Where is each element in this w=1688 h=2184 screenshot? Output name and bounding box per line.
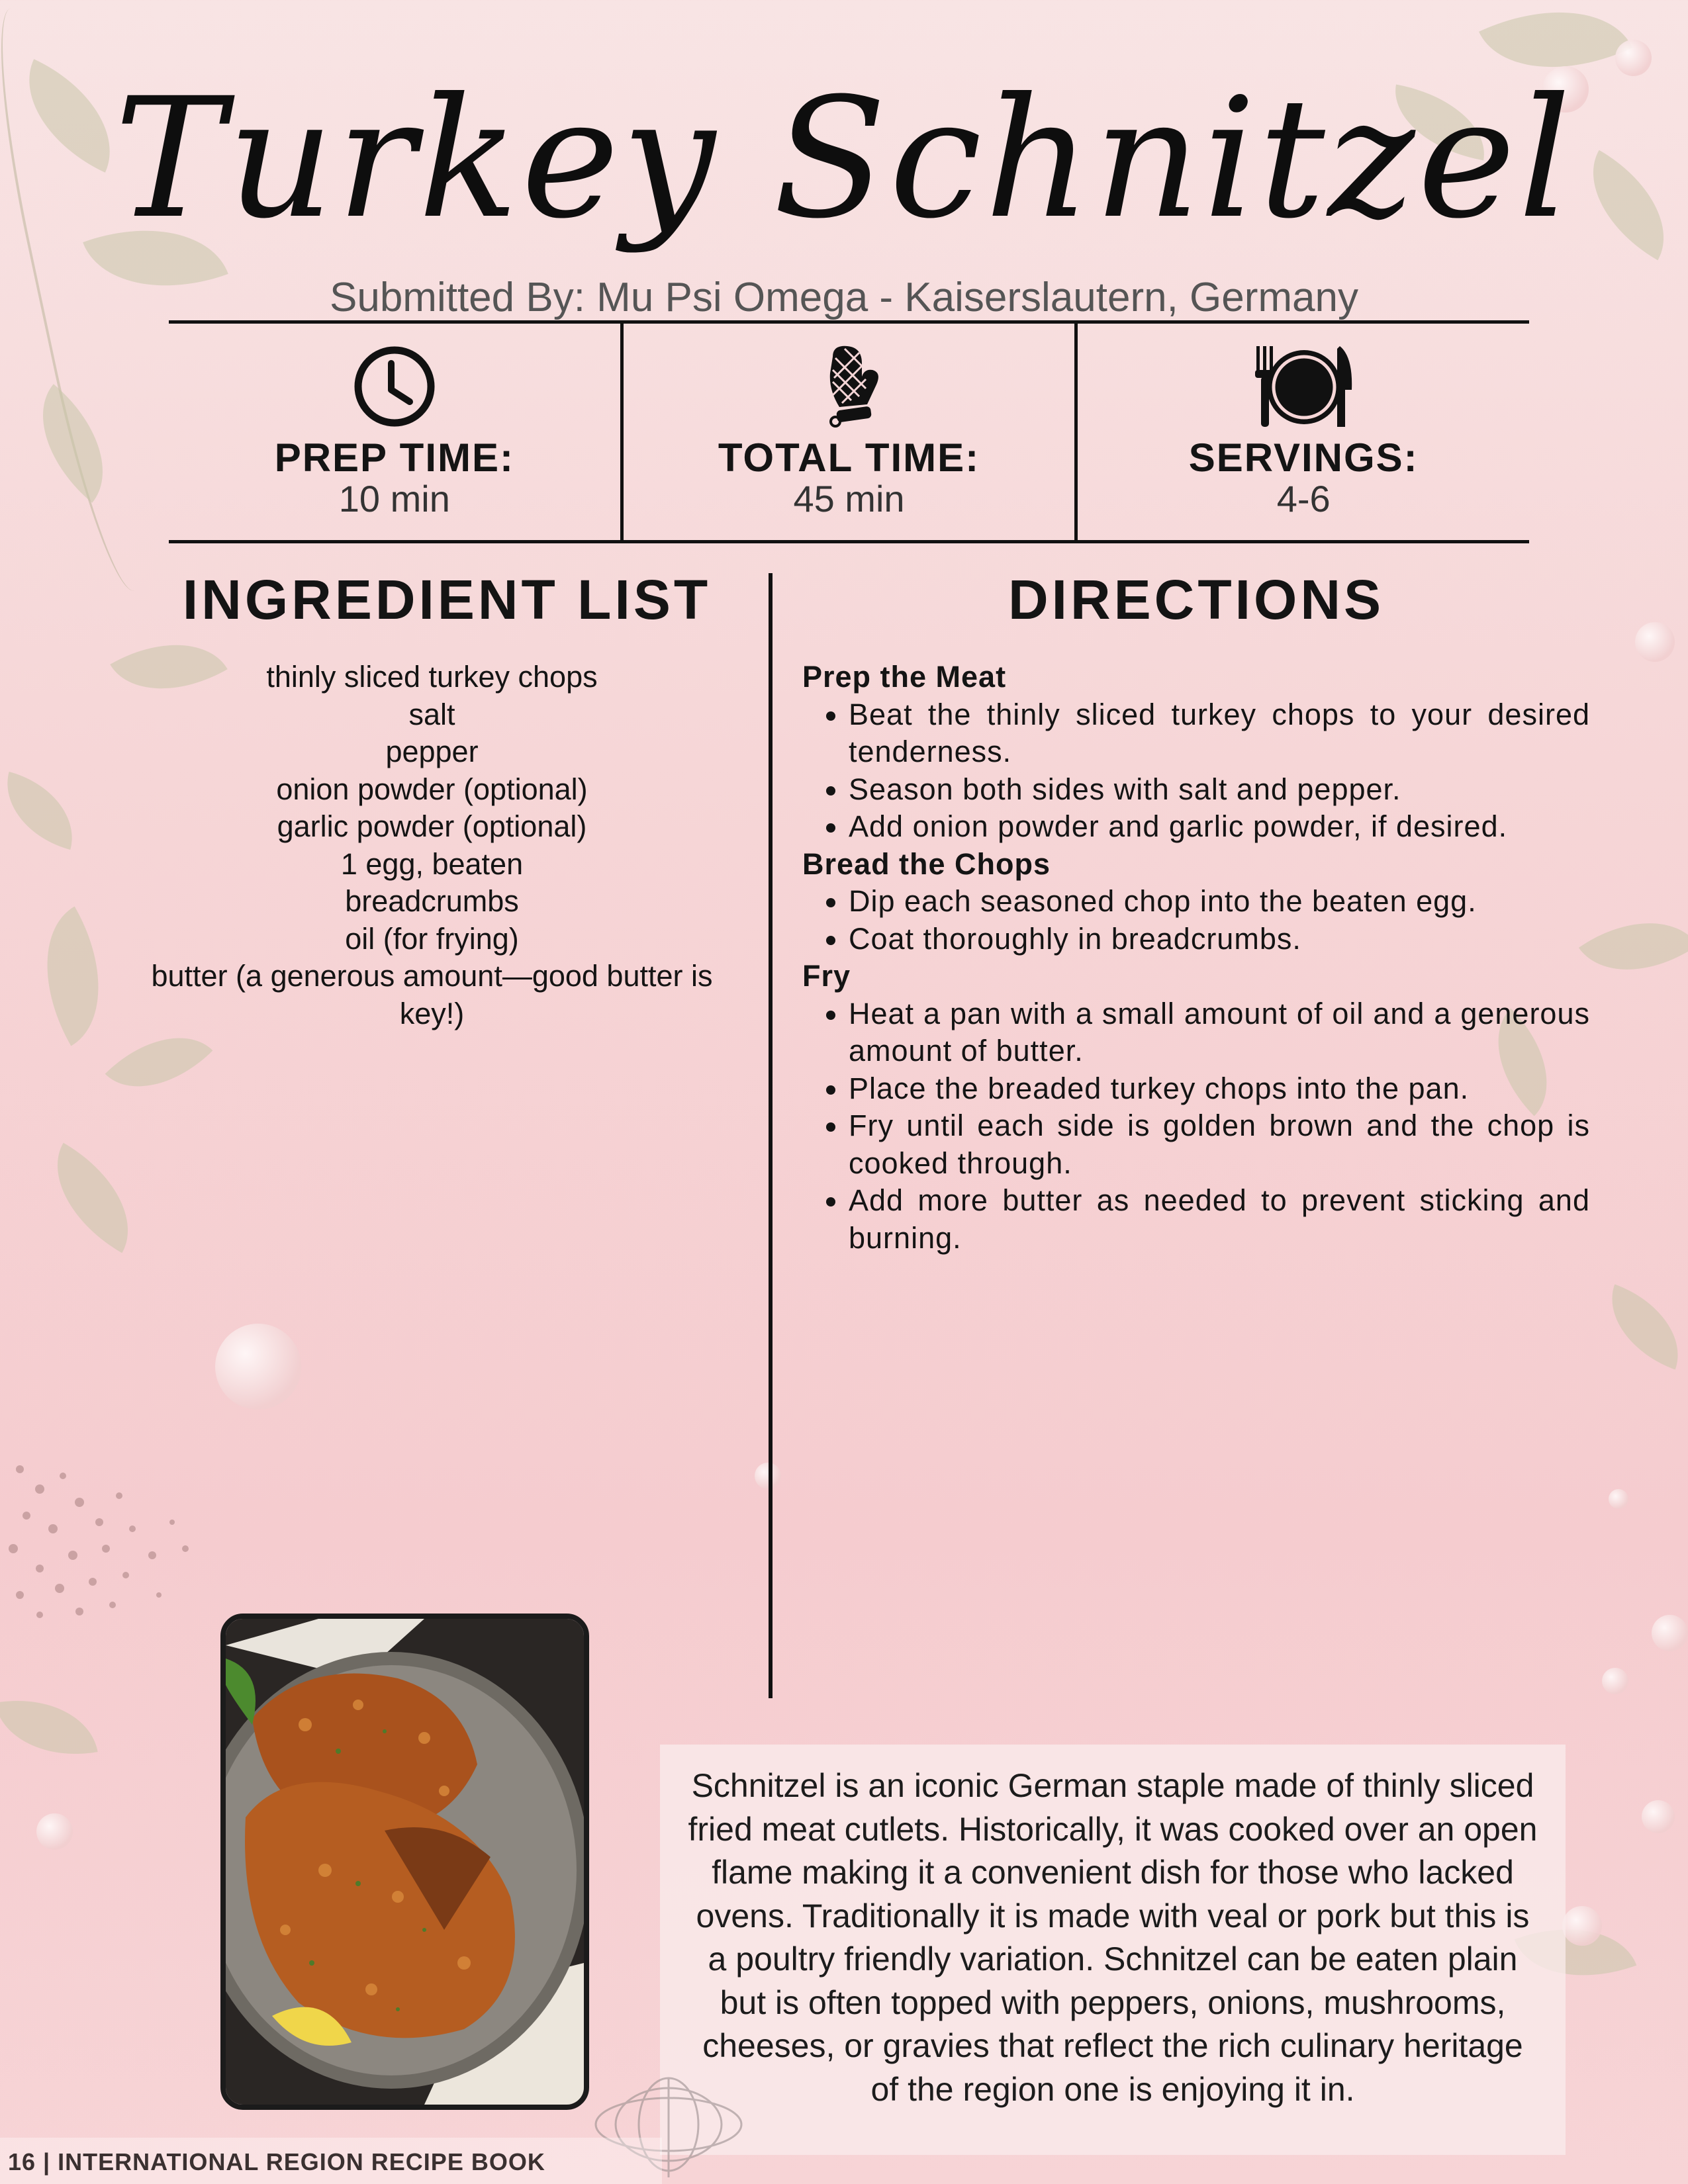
direction-steps	[802, 883, 1590, 958]
ingredient-item: 1 egg, beaten	[340, 846, 524, 881]
page-footer	[0, 2138, 662, 2184]
directions-list	[802, 659, 1590, 1257]
total-time-stat	[620, 324, 1075, 540]
direction-section-title: Prep the Meat	[802, 660, 1007, 694]
direction-step: • Add onion powder and garlic powder, if desired.	[849, 808, 1590, 846]
prep-time-stat	[169, 324, 620, 540]
prep-time-label: PREP TIME:	[274, 435, 514, 480]
ingredient-item: garlic powder (optional)	[277, 809, 587, 843]
direction-step: • Coat thoroughly in breadcrumbs.	[849, 921, 1590, 958]
schnitzel-photo	[220, 1614, 589, 2110]
recipe-description: Schnitzel is an iconic German staple made of thinly sliced fried meat cutlets. Historically, it was cooked over an open flame making it a convenient dish for those who lacked ovens. Traditionally it is made with veal or pork but this is a poultry friendly variation. Schnitzel can be eaten plain but is often topped with peppers, onions, mushrooms, cheeses, or gravies that reflect the rich culinary heritage of the region one is enjoying it in.	[688, 1767, 1538, 2108]
total-time-value: 45 min	[793, 478, 905, 520]
spice-pile-decoration	[0, 1443, 238, 1641]
direction-steps	[802, 995, 1590, 1257]
direction-step: • Add more butter as needed to prevent sticking and burning.	[849, 1182, 1590, 1257]
ingredient-item: salt	[408, 697, 455, 731]
ingredient-item: onion powder (optional)	[276, 772, 588, 806]
clock-icon	[169, 343, 620, 430]
servings-value: 4-6	[1276, 478, 1331, 520]
ingredient-item: oil (for frying)	[345, 921, 519, 956]
footer-text: 16 | INTERNATIONAL REGION RECIPE BOOK	[8, 2148, 545, 2175]
total-time-label: TOTAL TIME:	[718, 435, 980, 480]
ingredient-item: breadcrumbs	[345, 884, 519, 918]
recipe-title: Turkey Schnitzel	[114, 62, 1574, 255]
submitted-by: Submitted By: Mu Psi Omega - Kaiserslautern, Germany	[329, 275, 1359, 320]
directions-heading: DIRECTIONS	[1008, 569, 1385, 631]
ingredient-list-heading: INGREDIENT LIST	[182, 569, 712, 631]
ingredient-item: pepper	[385, 735, 479, 768]
direction-section-title: Fry	[802, 959, 851, 993]
ingredient-item: thinly sliced turkey chops	[266, 660, 598, 694]
oven-mitt-icon	[624, 343, 1075, 430]
direction-steps	[802, 696, 1590, 846]
column-divider	[769, 573, 773, 1698]
direction-step: • Beat the thinly sliced turkey chops to your desired tenderness.	[849, 696, 1590, 771]
direction-step: • Fry until each side is golden brown and the chop is cooked through.	[849, 1107, 1590, 1182]
prep-time-value: 10 min	[338, 478, 450, 520]
direction-step: • Heat a pan with a small amount of oil and a generous amount of butter.	[849, 995, 1590, 1070]
plate-fork-knife-icon	[1078, 343, 1529, 430]
direction-step: • Season both sides with salt and pepper.	[849, 771, 1590, 809]
direction-step: • Dip each seasoned chop into the beaten egg.	[849, 883, 1590, 921]
direction-section-title: Bread the Chops	[802, 846, 1051, 881]
direction-step: • Place the breaded turkey chops into the pan.	[849, 1070, 1590, 1108]
ingredient-list	[132, 659, 731, 1032]
ingredient-item: butter (a generous amount—good butter is key!)	[151, 959, 713, 1030]
servings-label: SERVINGS:	[1188, 435, 1419, 480]
servings-stat	[1074, 324, 1529, 540]
recipe-stats-bar	[169, 320, 1529, 543]
recipe-description-box	[660, 1745, 1566, 2155]
